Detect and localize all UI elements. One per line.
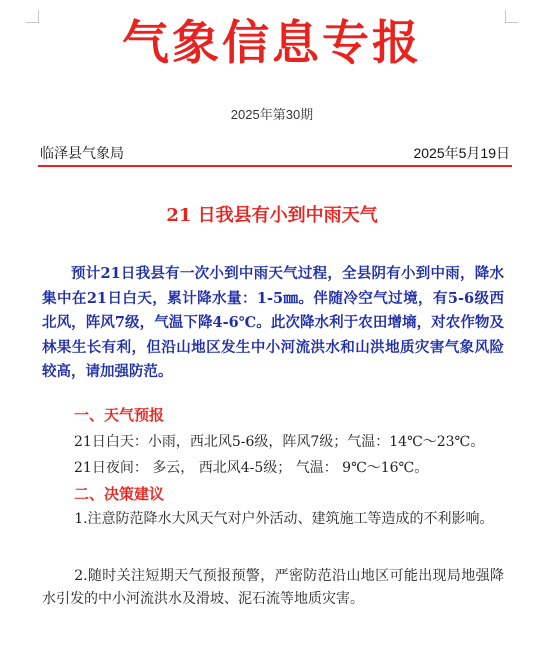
issue-number: 2025年第30期: [230, 107, 314, 122]
advice-item-1: 1.注意防范降水大风天气对户外活动、建筑施工等造成的不利影响。: [74, 511, 494, 527]
header-divider: [38, 165, 512, 167]
agency-name: 临泽县气象局: [40, 145, 124, 161]
summary-paragraph: 预计21日我县有一次小到中雨天气过程，全县阴有小到中雨，降水集中在21日白天，累计降水量：1-5㎜。伴随冷空气过境，有5-6级西北风，阵风7级，气温下降4-6℃。此次降水利于农田增墒，对农作物及林果生长有利，但沿山地区发生中小河流洪水和山洪地质灾害气象风险较高，请加强防范。: [42, 265, 504, 380]
issue-date: 2025年5月19日: [413, 145, 510, 161]
section-title-forecast: 一、天气预报: [74, 406, 165, 424]
report-headline: 21 日我县有小到中雨天气: [166, 205, 378, 226]
masthead-title: 气象信息专报: [122, 16, 422, 71]
advice-item-2: 2.随时关注短期天气预报预警，严密防范沿山地区可能出现局地强降水引发的中小河流洪水及滑坡、泥石流等地质灾害。: [42, 568, 504, 607]
forecast-day: 21日白天：小雨，西北风5-6级，阵风7级；气温：14℃～23℃。: [74, 434, 485, 450]
forecast-night: 21日夜间： 多云， 西北风4-5级； 气温： 9℃～16℃。: [74, 460, 429, 476]
section-title-advice: 二、决策建议: [74, 485, 165, 503]
